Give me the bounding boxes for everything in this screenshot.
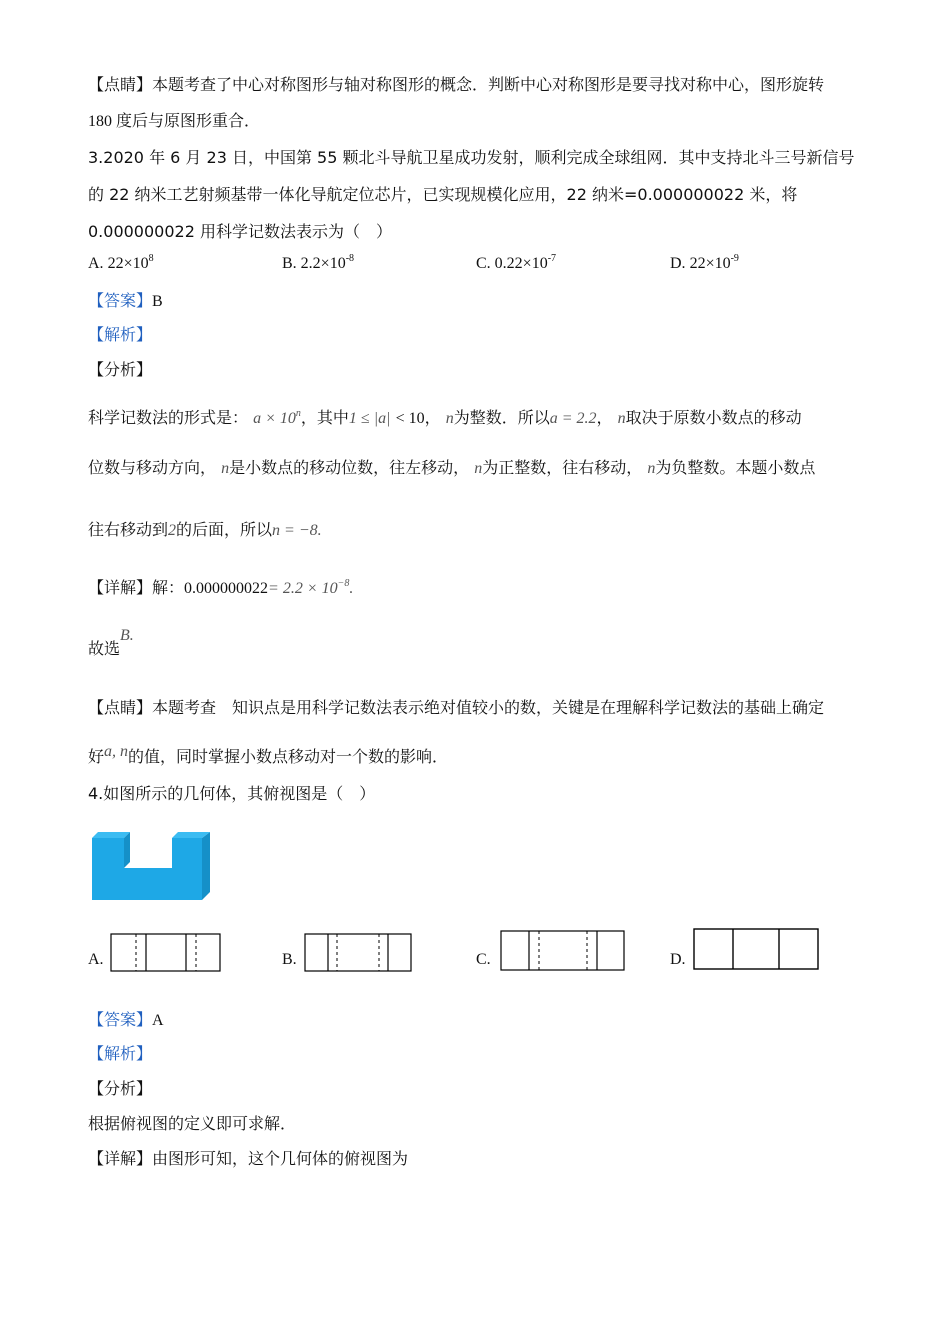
q3-analysis-math: a = 2.2	[549, 410, 597, 427]
q3-option-c-exp: -7	[547, 253, 557, 264]
q2-review-text1: 本题考查了中心对称图形与轴对称图形的概念．判断中心对称图形是要寻找对称中心，图形旋转	[152, 75, 825, 94]
q3-option-d-letter: D.	[670, 255, 686, 272]
q3-analysis-text: 是小数点的移动位数，往左移动，	[229, 458, 470, 477]
q3-review-line1	[88, 697, 824, 719]
q3-analysis-text: 为正整数，往右移动，	[482, 458, 643, 477]
q3-detail-end: .	[349, 580, 354, 597]
q3-review-text2: 好	[88, 747, 105, 766]
q3-option-b-letter: B.	[282, 255, 297, 272]
q4-solid-top-left	[92, 832, 130, 838]
q3-analysis-text: 为整数．所以	[453, 408, 550, 427]
q3-analysis-math: n	[221, 460, 230, 477]
q2-review-line1	[88, 74, 824, 96]
q4-answer-line	[88, 1009, 164, 1032]
q3-analysis-math: n	[445, 410, 454, 427]
q3-analysis-text: 位数与移动方向，	[88, 458, 217, 477]
q3-review-text3: 的值，同时掌握小数点移动对一个数的影响．	[128, 747, 449, 766]
q4-option-d-letter: D.	[670, 951, 686, 968]
q3-review-label: 【点睛】	[88, 698, 153, 717]
q4-answer-value: A	[152, 1012, 164, 1029]
q4-jiexi-label: 【解析】	[88, 1044, 153, 1063]
q3-analysis-math: n	[474, 460, 483, 477]
q4-option-d-view	[693, 928, 821, 971]
q3-analysis-text: 为负整数。本题小数点	[655, 458, 816, 477]
q3-detail-text: 解：0.000000022	[152, 580, 269, 597]
q3-answer-line	[88, 290, 163, 313]
q3-analysis-text: ，其中	[300, 408, 349, 427]
q3-option-c	[476, 255, 556, 273]
q4-fenxi-label: 【分析】	[88, 1079, 153, 1098]
q4-solid-figure	[90, 828, 212, 906]
q3-analysis-text: ，	[596, 408, 613, 427]
q3-answer-label: 【答案】	[88, 291, 153, 310]
q3-fenxi-label: 【分析】	[88, 360, 153, 379]
q3-option-a	[88, 255, 154, 273]
q3-analysis-text: 科学记数法的形式是：	[88, 408, 249, 427]
q4-detail-line	[88, 1148, 408, 1170]
q3-detail-exp: −8	[337, 578, 350, 589]
q3-analysis-math-exp: n	[295, 408, 301, 419]
q4-solid-front-face	[92, 838, 202, 900]
q3-stem-line2: 的 22 纳米工艺射频基带一体化导航定位芯片，已实现规模化应用，22 纳米=0.000000022 米，将	[88, 185, 798, 204]
q3-option-c-base: 0.22×10	[494, 255, 548, 272]
q3-analysis-math: n = −8.	[272, 522, 322, 539]
q3-analysis-math: 2	[168, 522, 177, 539]
q3-stem-line3: 0.000000022 用科学记数法表示为（ ）	[88, 222, 392, 241]
q3-analysis-math: n	[617, 410, 626, 427]
q3-analysis-text: 的后面，所以	[176, 520, 273, 539]
q3-stem-line1: 3.2020 年 6 月 23 日，中国第 55 颗北斗导航卫星成功发射，顺利完成全球组网．其中支持北斗三号新信号	[88, 148, 855, 167]
q3-detail-line	[88, 577, 353, 600]
q2-review-label: 【点睛】	[88, 75, 153, 94]
q4-option-b-view	[304, 933, 414, 973]
q3-choose-text: 故选	[88, 639, 121, 658]
q4-detail-text: 由图形可知，这个几何体的俯视图为	[152, 1149, 409, 1168]
q3-option-a-letter: A.	[88, 255, 104, 272]
q3-detail-label: 【详解】	[88, 578, 153, 597]
q3-review-text1: 本题考查 知识点是用科学记数法表示绝对值较小的数，关键是在理解科学记数法的基础上确定	[152, 698, 825, 717]
q4-answer-label: 【答案】	[88, 1010, 153, 1029]
q3-review-line2	[88, 743, 449, 769]
q3-option-a-exp: 8	[148, 253, 154, 264]
q4-solid-side-face	[202, 832, 210, 900]
q4-option-b-letter: B.	[282, 951, 297, 968]
q3-option-a-base: 22×10	[107, 255, 149, 272]
q3-analysis-math: n	[647, 460, 656, 477]
q3-analysis-line1	[88, 407, 802, 430]
q3-analysis-text: 往右移动到	[88, 520, 169, 539]
q4-solid-notch-wall	[124, 832, 130, 868]
q2-review-line2: 180 度后与原图形重合．	[88, 113, 261, 130]
q3-option-d	[670, 255, 739, 273]
q3-analysis-text: 取决于原数小数点的移动	[625, 408, 802, 427]
q3-option-b-base: 2.2×10	[300, 255, 346, 272]
q4-option-a-view	[110, 933, 222, 973]
q4-detail-label: 【详解】	[88, 1149, 153, 1168]
q3-review-math: a, n	[104, 743, 129, 760]
q3-option-b	[282, 255, 354, 273]
q4-option-c-view	[500, 930, 626, 972]
q4-analysis: 根据俯视图的定义即可求解．	[88, 1114, 297, 1133]
q3-analysis-math: 1 ≤ |a|	[348, 410, 391, 427]
q3-jiexi-label: 【解析】	[88, 325, 153, 344]
q3-choose-math: B.	[120, 627, 134, 644]
q3-option-d-exp: -9	[730, 253, 739, 264]
q3-analysis-text: < 10，	[395, 410, 441, 427]
q3-analysis-line3	[88, 519, 322, 542]
q3-detail-math: = 2.2 × 10	[268, 580, 338, 597]
q4-option-c-letter: C.	[476, 951, 491, 968]
q3-answer-value: B	[152, 293, 163, 310]
q3-choose-line	[88, 627, 134, 661]
q3-analysis-math: a × 10	[253, 410, 296, 427]
q3-option-d-base: 22×10	[689, 255, 731, 272]
q3-option-c-letter: C.	[476, 255, 491, 272]
q3-analysis-line2	[88, 457, 815, 480]
q4-option-a-letter: A.	[88, 951, 104, 968]
q4-stem: 4.如图所示的几何体，其俯视图是（ ）	[88, 784, 376, 803]
q3-option-b-exp: -8	[345, 253, 355, 264]
